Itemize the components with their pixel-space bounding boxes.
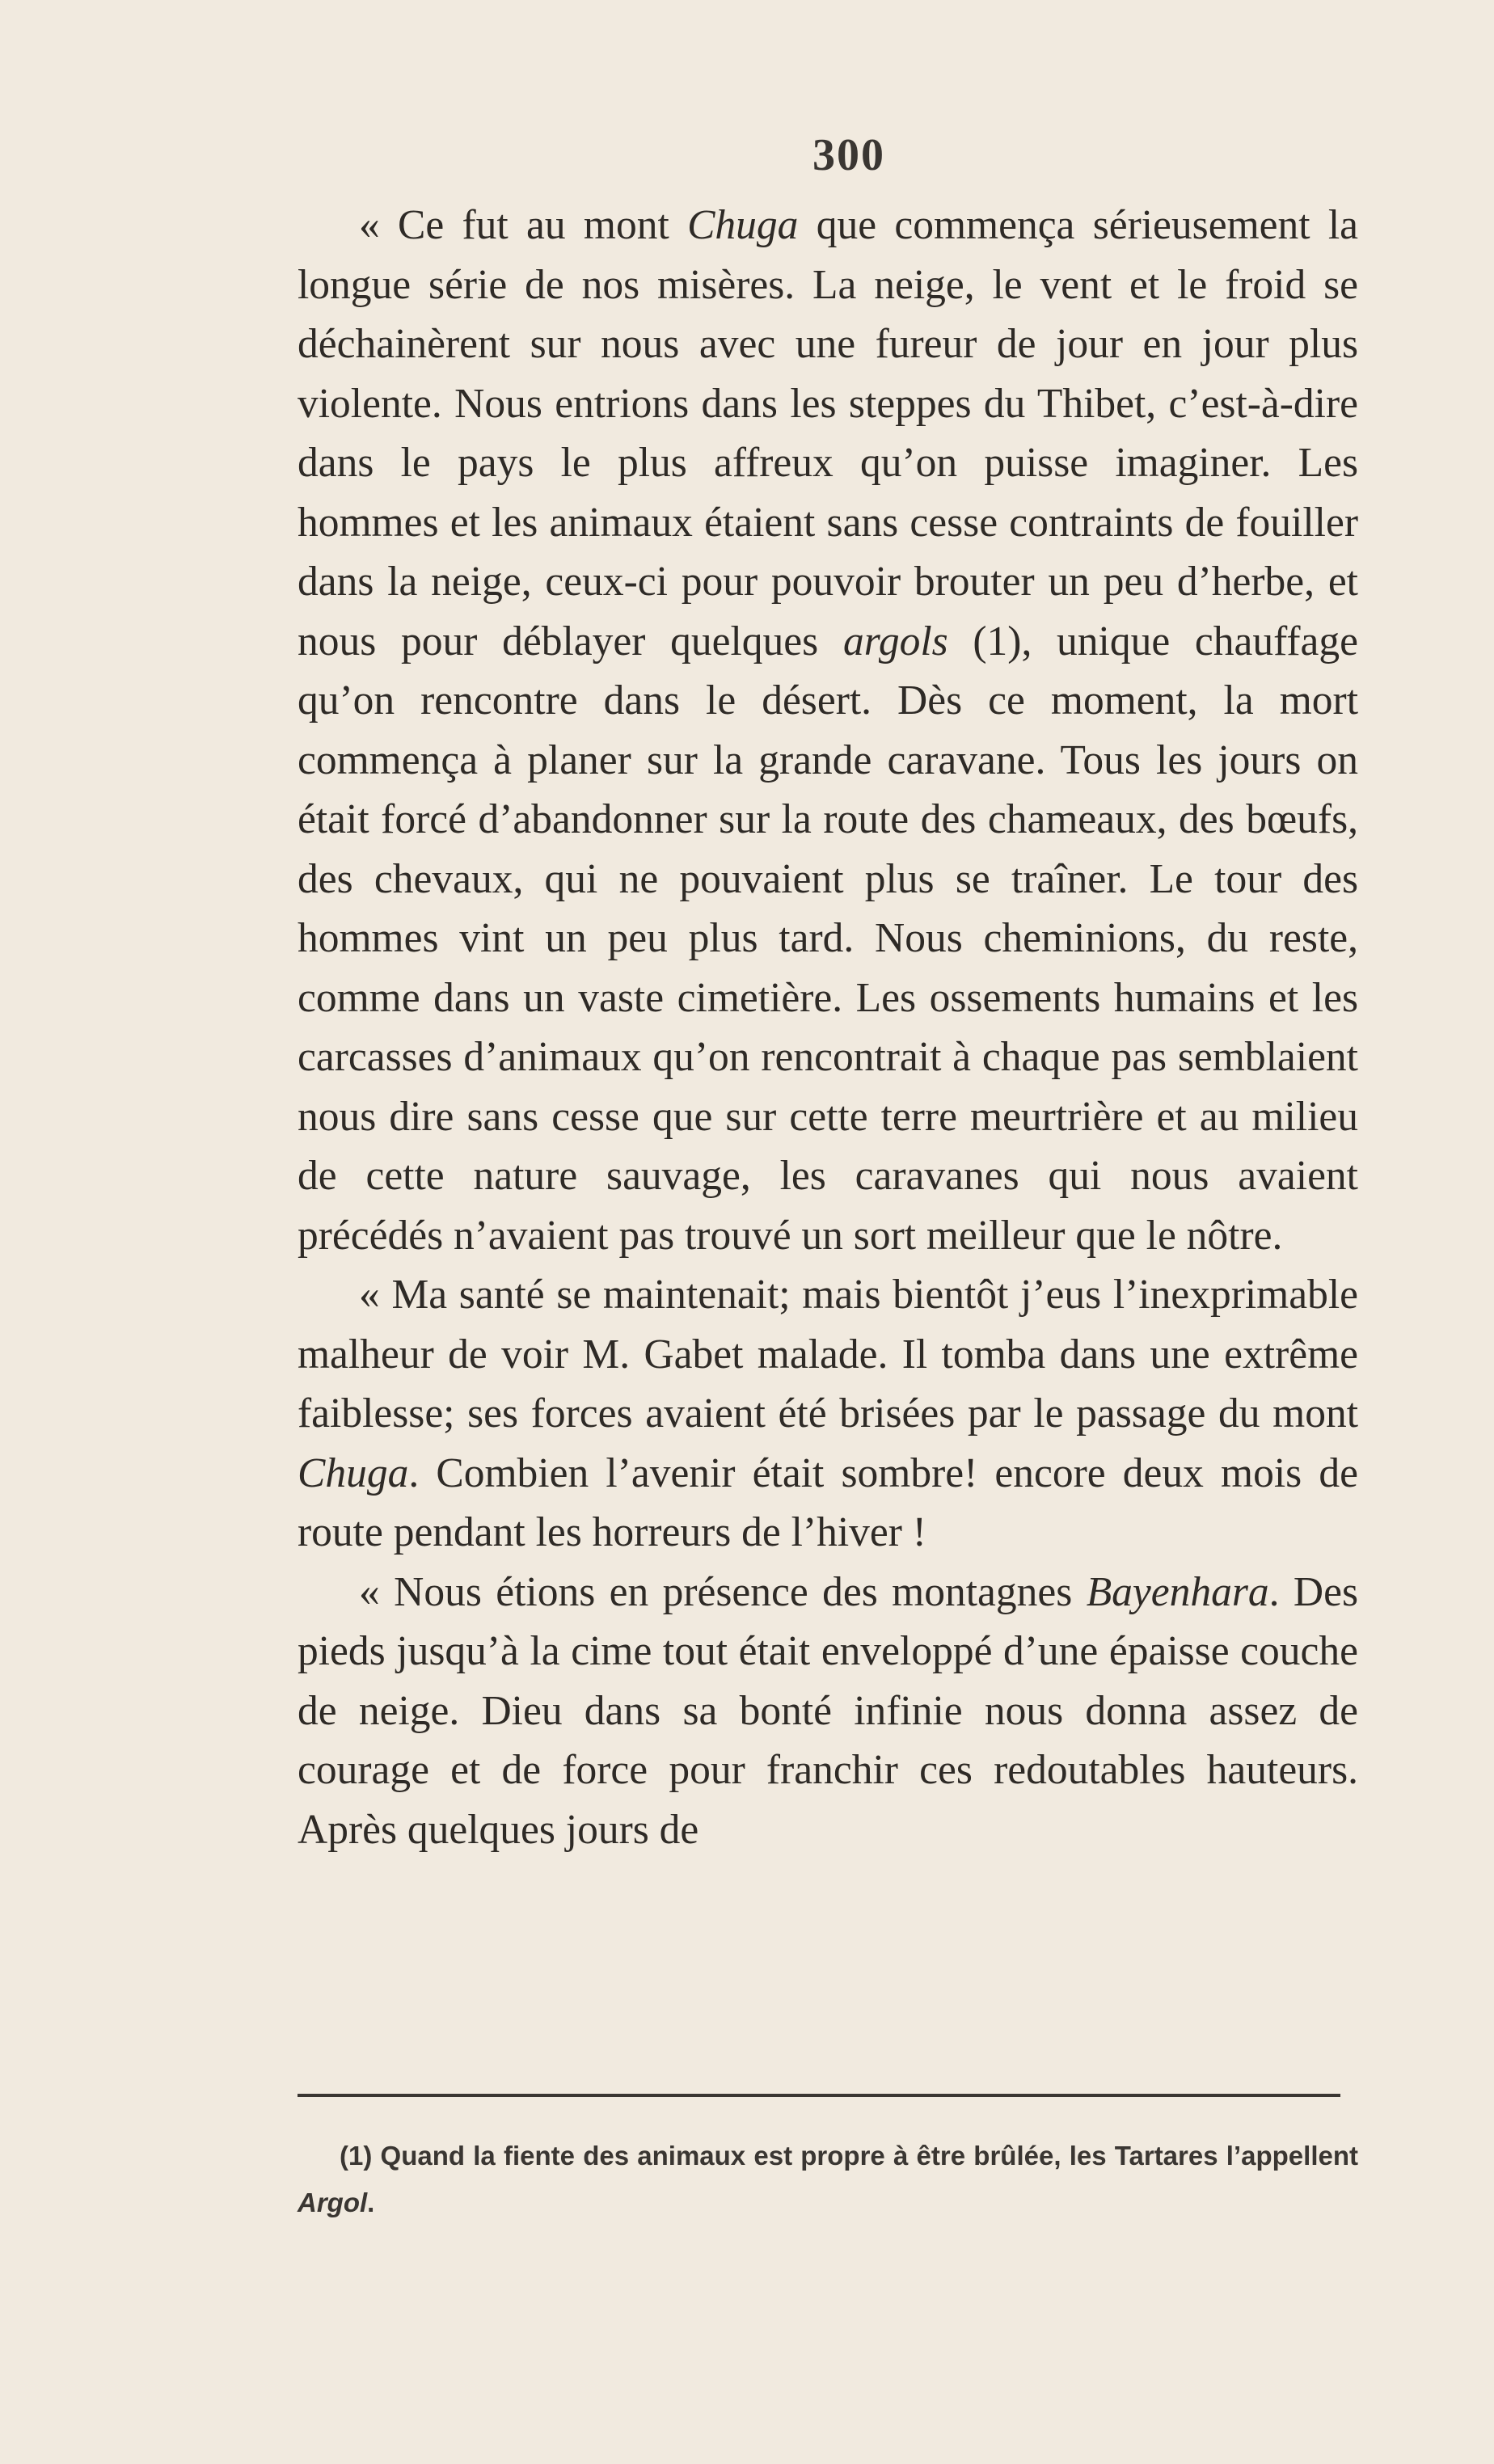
paragraph (298, 196, 1358, 1265)
page-number: 300 (812, 130, 885, 180)
body-text (298, 196, 1358, 1859)
italic-term: argols (842, 618, 948, 665)
text-run: . (367, 2188, 375, 2217)
italic-term: Chuga (298, 1449, 409, 1496)
italic-term: Chuga (687, 202, 799, 248)
text-run: (1) Quand la fiente des animaux est propre à être brûlée, les Tartares l’appellent (340, 2141, 1358, 2171)
italic-term: Bayenhara (1086, 1568, 1269, 1615)
text-run: « Ma santé se maintenait; mais bientôt j’eus l’inexprimable malheur de voir M. Gabet malade. Il tomba dans une extrême faiblesse; ses forces avaient été brisées par le passage du mont (298, 1272, 1358, 1437)
paragraph (298, 1265, 1358, 1563)
italic-term: Argol (298, 2188, 368, 2217)
text-run: « Nous étions en présence des montagnes (359, 1568, 1087, 1615)
text-run: (1), unique chauffage qu’on rencontre dans le désert. Dès ce moment, la mort commença à planer sur la grande caravane. Tous les jours on était forcé d’abandonner sur la route des chameaux, des bœufs, des chevaux, qui ne pouvaient plus se traîner. Le tour des hommes vint un peu plus tard. Nous cheminions, du reste, comme dans un vaste cimetière. Les ossements humains et les carcasses d’animaux qu’on rencontrait à chaque pas semblaient nous dire sans cesse que sur cette terre meurtrière et au milieu de cette nature sauvage, les caravanes qui nous avaient précédés n’avaient pas trouvé un sort meilleur que le nôtre. (298, 618, 1358, 1259)
text-run: « Ce fut au mont (359, 202, 688, 248)
text-run: que commença sérieusement la longue série de nos misères. La neige, le vent et le froid se déchainèrent sur nous avec une fureur de jour en jour plus violente. Nous entrions dans les steppes du Thibet, c’est-à-dire dans le pays le plus affreux qu’on puisse imaginer. Les hommes et les animaux étaient sans cesse contraints de fouiller dans la neige, ceux-ci pour pouvoir brouter un peu d’herbe, et nous pour déblayer quelques (298, 202, 1358, 665)
footnote-separator (298, 2094, 1340, 2097)
footnote (298, 2133, 1358, 2226)
text-run: . Combien l’avenir était sombre! encore deux mois de route pendant les horreurs de l’hiver ! (298, 1449, 1358, 1555)
paragraph (298, 1563, 1358, 1860)
footnote-text (298, 2133, 1358, 2226)
text-run: . Des pieds jusqu’à la cime tout était enveloppé d’une épaisse couche de neige. Dieu dans sa bonté infinie nous donna assez de courage et de force pour franchir ces redoutables hauteurs. Après quelques jours de (298, 1568, 1359, 1853)
